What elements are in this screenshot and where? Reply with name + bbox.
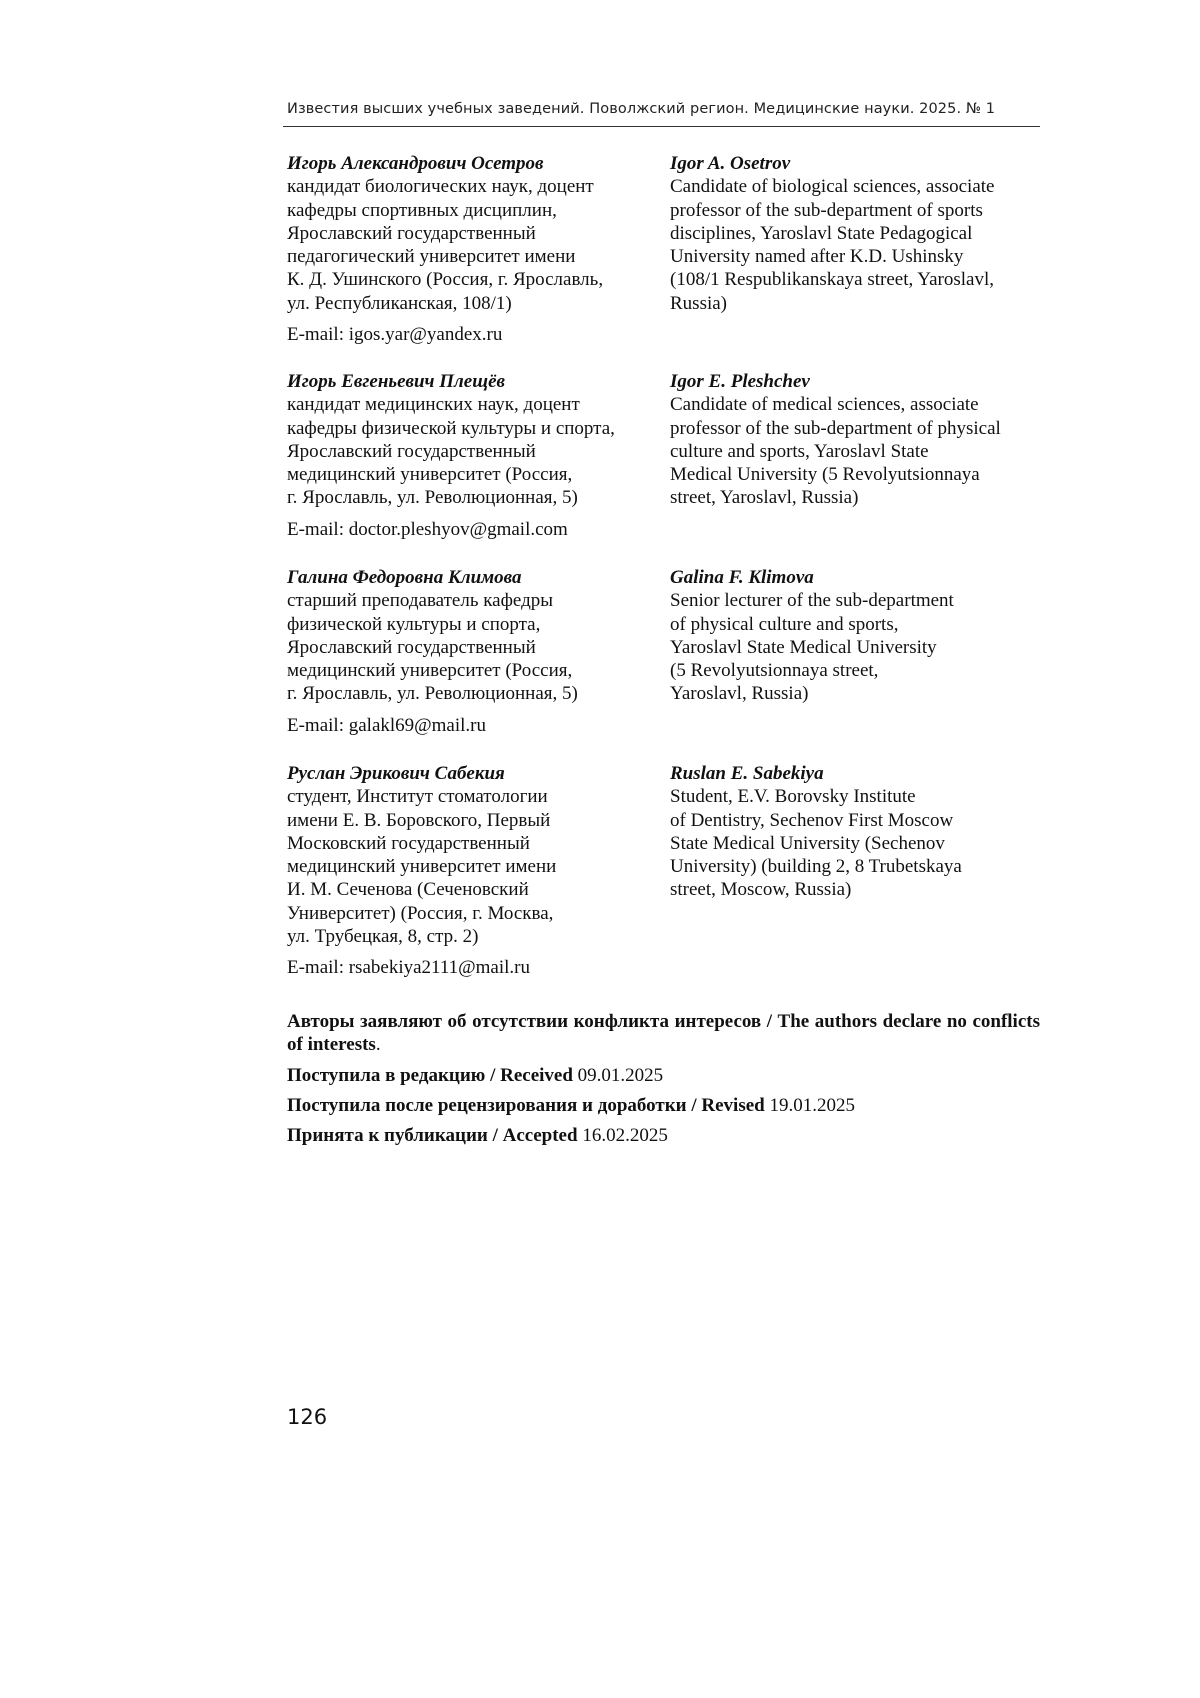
revised-date: 19.01.2025 <box>769 1095 855 1116</box>
author-name-ru: Игорь Евгеньевич Плещёв <box>287 371 505 392</box>
header-rule <box>283 126 1040 127</box>
conflict-statement-end: . <box>375 1034 381 1055</box>
author-ru-column <box>287 370 647 510</box>
author-en-column <box>670 370 1040 510</box>
accepted-label: Принята к публикации / Accepted <box>287 1125 578 1146</box>
article-notes <box>287 1010 1040 1154</box>
author-email[interactable]: E-mail: igos.yar@yandex.ru <box>287 324 503 345</box>
author-ru-column <box>287 762 647 948</box>
author-affiliation-ru: старший преподаватель кафедры физической культуры и спорта, Ярославский государственный медицинский университет (Россия, г. Ярославль, ул. Революционная, 5) <box>287 590 578 705</box>
author-email[interactable]: E-mail: galakl69@mail.ru <box>287 715 486 736</box>
author-block-sabekiya <box>287 762 1047 992</box>
author-ru-column <box>287 152 647 315</box>
author-affiliation-ru: кандидат медицинских наук, доцент кафедры физической культуры и спорта, Ярославский государственный медицинский университет (Россия, г. Ярославль, ул. Революционная, 5) <box>287 394 615 509</box>
author-email[interactable]: E-mail: doctor.pleshyov@gmail.com <box>287 519 568 540</box>
author-en-column <box>670 152 1040 315</box>
page-number: 126 <box>287 1405 328 1429</box>
author-affiliation-en: Senior lecturer of the sub-department of physical culture and sports, Yaroslavl State Medical University (5 Revolyutsionnaya street, Yaroslavl, Russia) <box>670 590 954 705</box>
author-affiliation-en: Candidate of biological sciences, associate professor of the sub-department of sports disciplines, Yaroslavl State Pedagogical University named after K.D. Ushinsky (108/1 Respublikanskaya street, Yaroslavl, Russia) <box>670 176 995 314</box>
author-name-en: Igor E. Pleshchev <box>670 371 810 392</box>
author-name-ru: Игорь Александрович Осетров <box>287 153 544 174</box>
author-name-en: Igor A. Osetrov <box>670 153 791 174</box>
author-en-column <box>670 762 1040 902</box>
received-date-line <box>287 1064 1040 1087</box>
author-name-ru: Галина Федоровна Климова <box>287 567 522 588</box>
accepted-date-line <box>287 1124 1040 1147</box>
received-date: 09.01.2025 <box>577 1065 664 1086</box>
author-name-en: Galina F. Klimova <box>670 567 814 588</box>
revised-date-line <box>287 1094 1040 1117</box>
author-en-column <box>670 566 1040 706</box>
revised-label: Поступила после рецензирования и доработки / Revised <box>287 1095 765 1116</box>
author-affiliation-en: Candidate of medical sciences, associate professor of the sub-department of physical culture and sports, Yaroslavl State Medical University (5 Revolyutsionnaya street, Yaroslavl, Russia) <box>670 394 1001 509</box>
received-label: Поступила в редакцию / Received <box>287 1065 573 1086</box>
conflict-statement-text: Авторы заявляют об отсутствии конфликта интересов / The authors declare no conflicts of interests <box>287 1011 1040 1055</box>
author-block-osetrov <box>287 152 1047 352</box>
author-email[interactable]: E-mail: rsabekiya2111@mail.ru <box>287 957 530 978</box>
author-name-en: Ruslan E. Sabekiya <box>670 763 824 784</box>
author-affiliation-ru: кандидат биологических наук, доцент кафедры спортивных дисциплин, Ярославский государственный педагогический университет имени К. Д. Ушинского (Россия, г. Ярославль, ул. Республиканская, 108/1) <box>287 176 604 314</box>
conflict-of-interest-statement <box>287 1010 1040 1056</box>
author-block-pleshchev <box>287 370 1047 550</box>
author-affiliation-ru: студент, Институт стоматологии имени Е. В. Боровского, Первый Московский государственный медицинский университет имени И. М. Сеченова (Сеченовский Университет) (Россия, г. Москва, ул. Трубецкая, 8, стр. 2) <box>287 786 557 948</box>
author-name-ru: Руслан Эрикович Сабекия <box>287 763 505 784</box>
author-block-klimova <box>287 566 1047 746</box>
author-affiliation-en: Student, E.V. Borovsky Institute of Dentistry, Sechenov First Moscow State Medical University (Sechenov University) (building 2, 8 Trubetskaya street, Moscow, Russia) <box>670 786 962 901</box>
author-ru-column <box>287 566 647 706</box>
accepted-date: 16.02.2025 <box>582 1125 668 1146</box>
journal-header: Известия высших учебных заведений. Поволжский регион. Медицинские науки. 2025. № 1 <box>287 101 996 117</box>
